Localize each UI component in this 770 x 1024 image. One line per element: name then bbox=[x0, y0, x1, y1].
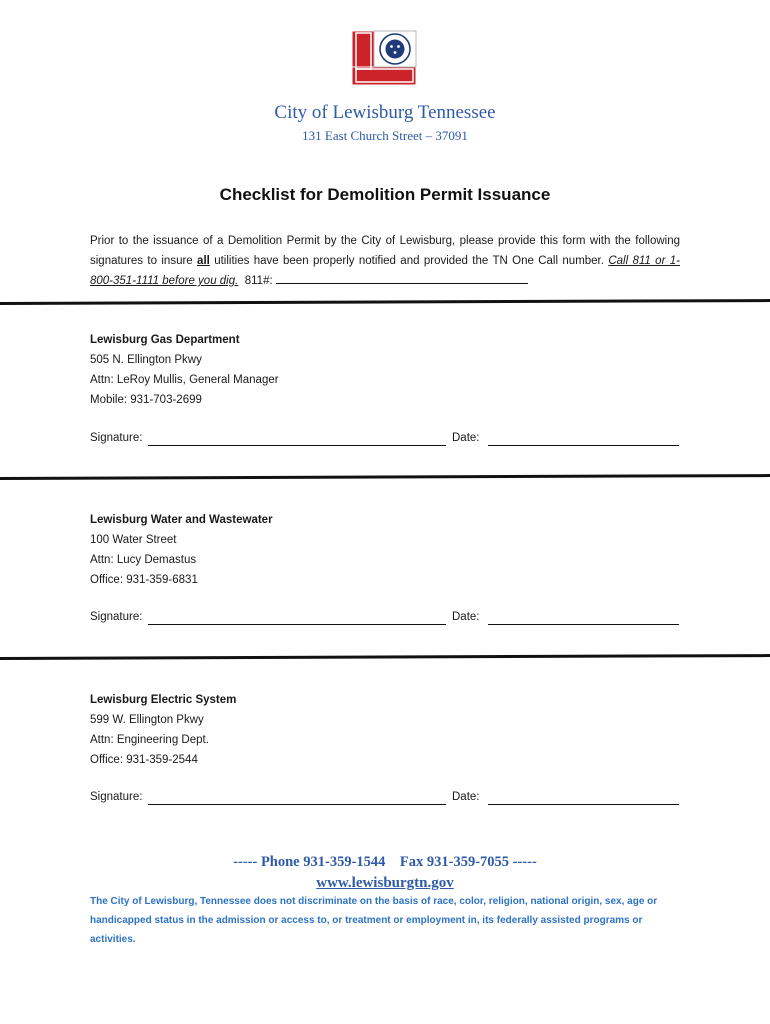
call-before-dig-notice: Call 811 or 1-800-351-1111 before you dig. bbox=[90, 255, 680, 287]
section-divider bbox=[0, 654, 770, 660]
department-name: Lewisburg Gas Department bbox=[90, 334, 240, 346]
signature-row-electric bbox=[90, 791, 680, 807]
signature-row-gas bbox=[90, 432, 680, 448]
intro-emphasis: all bbox=[197, 255, 210, 267]
intro-text-1: Prior to the issuance of a Demolition Permit by the City of Lewisburg, please provide this form with the following signatures to insure bbox=[90, 235, 680, 267]
city-seal-logo bbox=[350, 29, 418, 87]
date-field[interactable] bbox=[488, 804, 679, 805]
department-phone: Office: 931-359-6831 bbox=[90, 574, 198, 586]
contact-line: ----- Phone 931-359-1544 Fax 931-359-7055 ----- bbox=[233, 854, 537, 870]
signature-row-water bbox=[90, 611, 680, 627]
city-address: 131 East Church Street – 37091 bbox=[302, 128, 468, 143]
date-label: Date: bbox=[452, 791, 480, 803]
signature-field[interactable] bbox=[148, 624, 446, 625]
section-divider bbox=[0, 299, 770, 305]
department-block-electric bbox=[90, 690, 690, 770]
department-name: Lewisburg Electric System bbox=[90, 694, 237, 706]
department-phone: Office: 931-359-2544 bbox=[90, 754, 198, 766]
department-name: Lewisburg Water and Wastewater bbox=[90, 514, 273, 526]
department-attn: Attn: LeRoy Mullis, General Manager bbox=[90, 374, 279, 386]
intro-paragraph bbox=[90, 231, 680, 291]
department-block-gas bbox=[90, 330, 690, 410]
signature-label: Signature: bbox=[90, 432, 143, 444]
department-address: 505 N. Ellington Pkwy bbox=[90, 354, 202, 366]
department-attn: Attn: Engineering Dept. bbox=[90, 734, 209, 746]
one-call-number-field[interactable] bbox=[276, 271, 528, 284]
signature-label: Signature: bbox=[90, 611, 143, 623]
intro-text-2: utilities have been properly notified and provided the TN One Call number. bbox=[209, 255, 609, 267]
signature-label: Signature: bbox=[90, 791, 143, 803]
department-attn: Attn: Lucy Demastus bbox=[90, 554, 197, 566]
department-phone: Mobile: 931-703-2699 bbox=[90, 394, 202, 406]
one-call-number-label: 811#: bbox=[244, 275, 273, 287]
date-label: Date: bbox=[452, 611, 480, 623]
website-link[interactable]: www.lewisburgtn.gov bbox=[316, 875, 454, 891]
document-title: Checklist for Demolition Permit Issuance bbox=[219, 185, 551, 204]
section-divider bbox=[0, 474, 770, 480]
department-block-water bbox=[90, 510, 690, 590]
date-field[interactable] bbox=[488, 445, 679, 446]
department-address: 100 Water Street bbox=[90, 534, 177, 546]
date-field[interactable] bbox=[488, 624, 679, 625]
date-label: Date: bbox=[452, 432, 480, 444]
city-title: City of Lewisburg Tennessee bbox=[274, 102, 496, 123]
department-address: 599 W. Ellington Pkwy bbox=[90, 714, 204, 726]
nondiscrimination-statement: The City of Lewisburg, Tennessee does not discriminate on the basis of race, color, religion, national origin, sex, age or handicapped status in the admission or access to, or treatment or employment in, its federally assisted programs or activities. bbox=[90, 896, 658, 945]
signature-field[interactable] bbox=[148, 804, 446, 805]
signature-field[interactable] bbox=[148, 445, 446, 446]
